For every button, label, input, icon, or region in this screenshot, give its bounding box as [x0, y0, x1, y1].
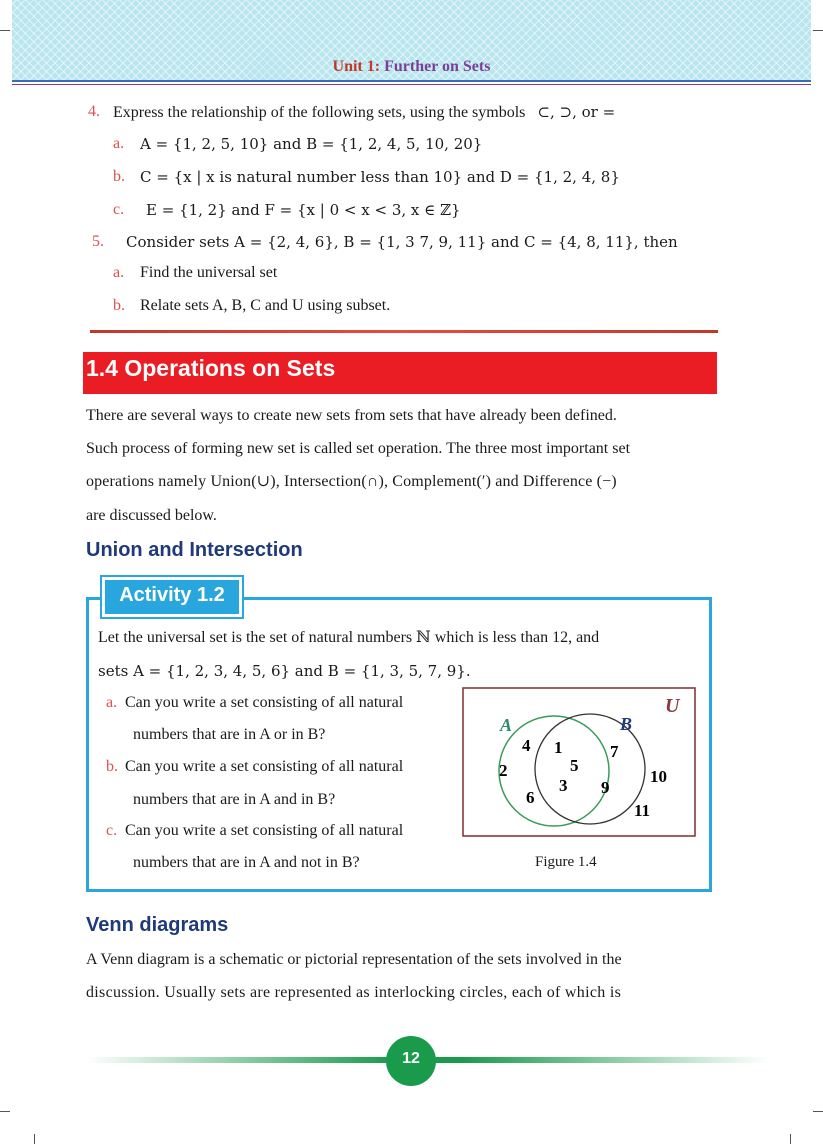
crop-mark [790, 1134, 791, 1144]
venn-element: 3 [559, 776, 568, 795]
activity-qb-line-2: numbers that are in A and in B? [133, 791, 336, 808]
crop-mark [813, 1111, 823, 1112]
q4c-text: E = {1, 2} and F = {x | 0 < x < 3, x ∈ ℤ} [146, 201, 461, 219]
q4-text [113, 102, 615, 123]
venn-diagrams-heading: Venn diagrams [86, 914, 229, 936]
activity-qb-line-1: Can you write a set consisting of all natural [125, 758, 404, 775]
header-unit: Unit 1: [332, 58, 381, 75]
crop-mark [34, 1134, 35, 1144]
activity-label: Activity 1.2 [119, 584, 225, 606]
activity-qa-line-1: Can you write a set consisting of all natural [125, 694, 404, 711]
activity-qc-line-1: Can you write a set consisting of all natural [125, 822, 404, 839]
venn-element: 5 [570, 756, 579, 775]
q4-symbols: ⊂, ⊃, or = [537, 103, 616, 121]
intro-line-1: There are several ways to create new sets from sets that have already been defined. [86, 407, 617, 424]
activity-qb-label: b. [106, 758, 118, 775]
activity-qa-label: a. [106, 694, 118, 711]
activity-qa-line-2: numbers that are in A or in B? [133, 726, 326, 743]
q5b-text: Relate sets A, B, C and U using subset. [140, 297, 391, 314]
union-intersection-heading: Union and Intersection [86, 539, 303, 561]
venn-diagram [462, 687, 696, 837]
crop-mark [813, 30, 823, 31]
header-rule [12, 80, 811, 82]
intro-line-4: are discussed below. [86, 507, 217, 524]
q4b-text: C = {x | x is natural number less than 10} and D = {1, 2, 4, 8} [140, 168, 620, 186]
venn-element: 10 [650, 767, 667, 786]
header-title-text: Further on Sets [384, 58, 491, 75]
q4b-label: b. [113, 168, 125, 185]
q4-prompt: Express the relationship of the following sets, using the symbols [113, 104, 526, 121]
venn-element: 6 [526, 788, 535, 807]
q4c-label: c. [113, 201, 125, 218]
q4-number: 4. [88, 103, 100, 120]
crop-mark [0, 1111, 10, 1112]
universal-set-frame [463, 688, 695, 836]
venn-element: 11 [634, 801, 651, 820]
page-number: 12 [402, 1050, 420, 1067]
running-header [0, 58, 823, 76]
header-rule [12, 84, 811, 85]
set-a-circle [499, 716, 609, 826]
section-divider [90, 330, 718, 333]
q5-text: Consider sets A = {2, 4, 6}, B = {1, 3 7, 9, 11} and C = {4, 8, 11}, then [126, 233, 678, 251]
crop-mark [0, 30, 10, 31]
activity-qc-label: c. [106, 822, 118, 839]
intro-line-2: Such process of forming new set is called set operation. The three most important set [86, 440, 631, 457]
q5a-label: a. [113, 264, 125, 281]
figure-caption: Figure 1.4 [535, 854, 597, 870]
venn-para-line-2: discussion. Usually sets are represented as interlocking circles, each of which is [86, 984, 622, 1001]
q5b-label: b. [113, 297, 125, 314]
u-label: U [665, 695, 680, 717]
venn-element: 1 [554, 738, 563, 757]
q5a-text: Find the universal set [140, 264, 278, 281]
activity-line-1: Let the universal set is the set of natural numbers ℕ which is less than 12, and [98, 629, 600, 646]
intro-line-3: operations namely Union(∪), Intersection(∩), Complement(′) and Difference (−) [86, 473, 617, 490]
activity-qc-line-2: numbers that are in A and not in B? [133, 854, 360, 871]
q4a-label: a. [113, 135, 125, 152]
venn-para-line-1: A Venn diagram is a schematic or pictorial representation of the sets involved in the [86, 951, 622, 968]
b-label: B [620, 714, 633, 734]
venn-element: 4 [522, 736, 531, 755]
venn-element: 9 [601, 778, 610, 797]
activity-line-2: sets A = {1, 2, 3, 4, 5, 6} and B = {1, 3, 5, 7, 9}. [98, 662, 471, 680]
venn-element: 2 [499, 761, 508, 780]
a-label: A [500, 715, 513, 735]
venn-element: 7 [610, 742, 619, 761]
q5-number: 5. [92, 233, 104, 250]
section-title: 1.4 Operations on Sets [86, 355, 336, 381]
q4a-text: A = {1, 2, 5, 10} and B = {1, 2, 4, 5, 10, 20} [140, 135, 483, 153]
